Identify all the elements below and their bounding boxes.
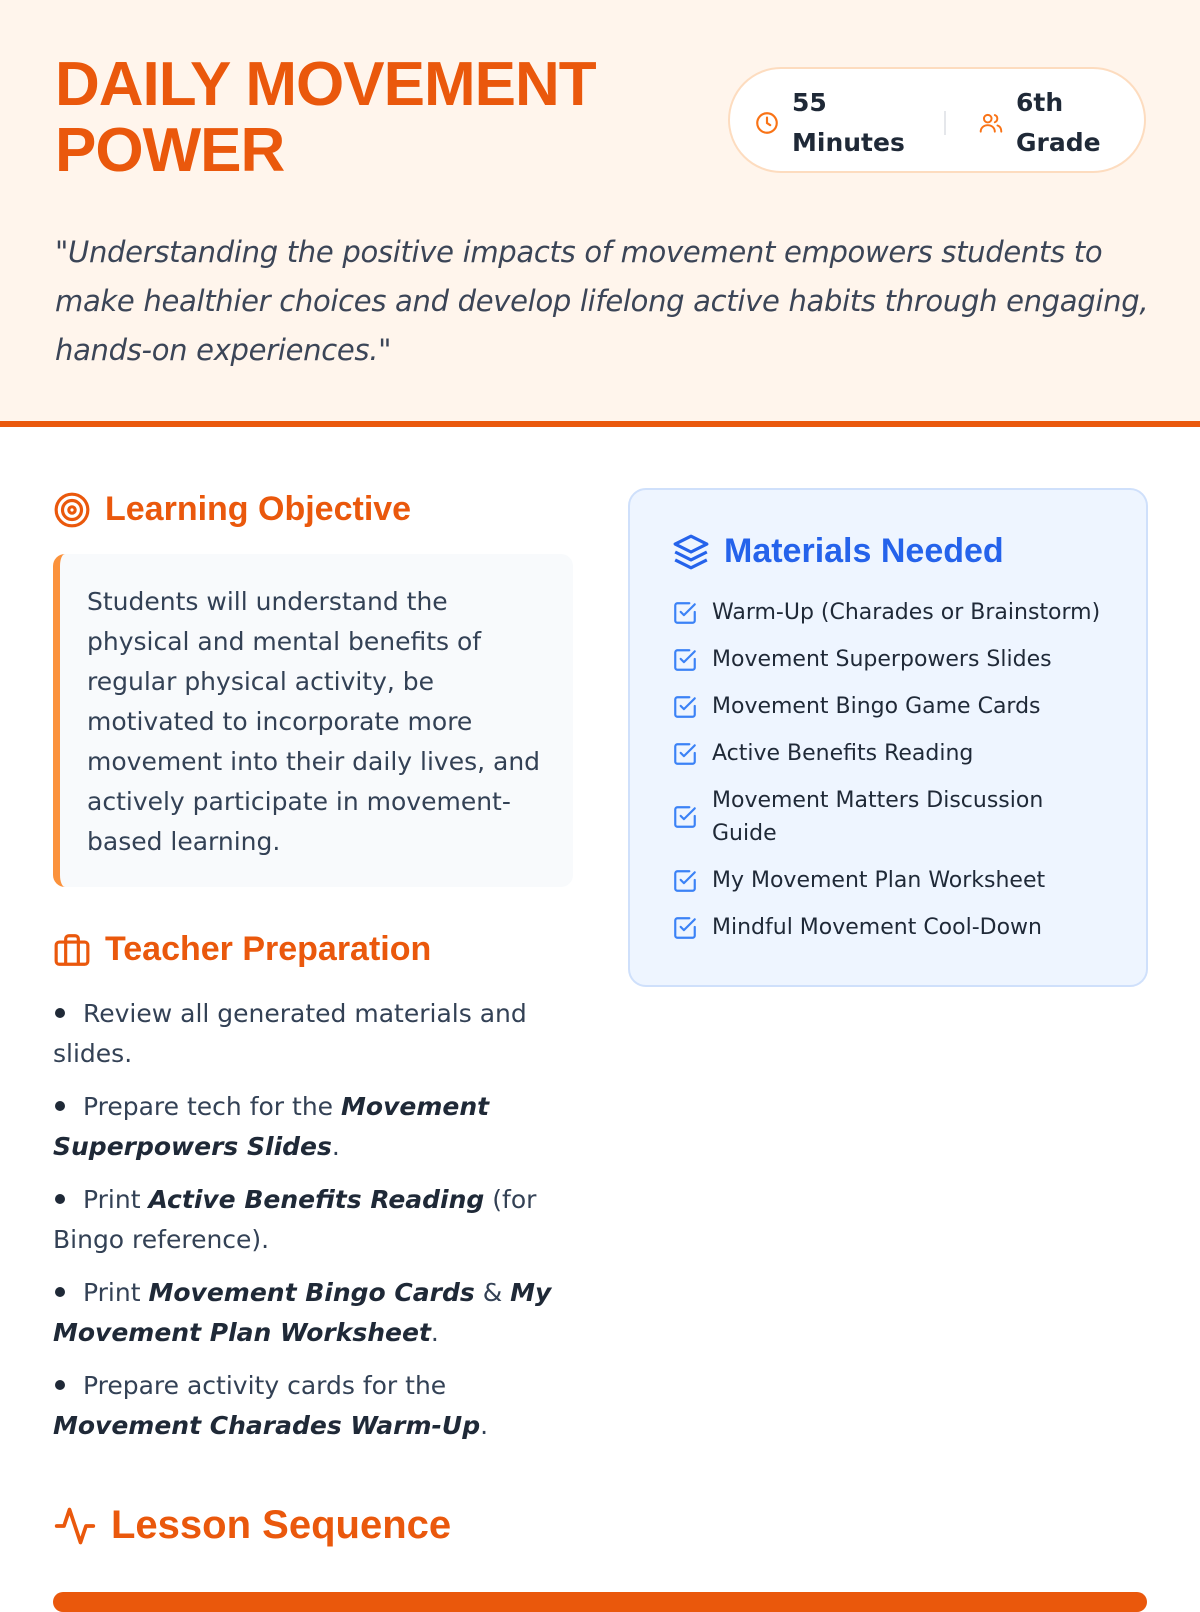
- item-emphasis: Active Benefits Reading: [148, 1185, 485, 1214]
- list-item: [53, 1180, 563, 1260]
- objective-heading: [53, 490, 411, 529]
- objective-text: Students will understand the physical and mental benefits of regular physical activity, be motivated to incorporate more movement into their daily lives, and actively participate in movement-based learning.: [53, 554, 573, 887]
- list-item: [672, 784, 1122, 850]
- grade-info: [978, 83, 1116, 163]
- preparation-list: [53, 994, 563, 1459]
- list-item: [672, 643, 1122, 676]
- item-text: .: [430, 1318, 439, 1347]
- item-text: &: [474, 1278, 511, 1307]
- item-emphasis: Movement Bingo Cards: [148, 1278, 475, 1307]
- list-item: [53, 1366, 563, 1446]
- material-label: Mindful Movement Cool-Down: [712, 915, 1042, 940]
- hero-header: [0, 0, 1200, 427]
- pill-divider: [944, 111, 946, 135]
- item-emphasis: Movement Superpowers Slides: [53, 1092, 490, 1161]
- list-item: [672, 690, 1122, 723]
- sequence-heading-label: Lesson Sequence: [111, 1503, 452, 1547]
- checkbox-icon: [672, 647, 698, 673]
- checkbox-icon: [672, 741, 698, 767]
- material-label: Active Benefits Reading: [712, 741, 974, 766]
- page-title: DAILY MOVEMENT POWER: [55, 50, 596, 185]
- activity-icon: [53, 1504, 97, 1548]
- checkbox-icon: [672, 694, 698, 720]
- item-emphasis: My Movement Plan Worksheet: [53, 1278, 552, 1347]
- materials-card: [628, 488, 1148, 987]
- duration-text: 55 Minutes: [792, 88, 905, 157]
- lesson-info-pill: [728, 67, 1146, 173]
- material-label: My Movement Plan Worksheet: [712, 868, 1046, 893]
- lesson-quote: "Understanding the positive impacts of movement empowers students to make healthier choices and develop lifelong active habits through engaging, hands-on experiences.": [55, 235, 1149, 367]
- item-text: Print: [83, 1185, 149, 1214]
- layers-icon: [672, 533, 710, 571]
- item-text: Print: [83, 1278, 149, 1307]
- material-label: Warm-Up (Charades or Brainstorm): [712, 600, 1101, 625]
- item-text: .: [331, 1132, 340, 1161]
- briefcase-icon: [53, 931, 91, 969]
- clock-icon: [754, 110, 780, 136]
- item-text: (for Bingo reference).: [53, 1185, 537, 1254]
- item-text: Review all generated materials and slides.: [53, 999, 527, 1068]
- item-text: Prepare activity cards for the: [83, 1371, 447, 1400]
- checkbox-icon: [672, 600, 698, 626]
- checkbox-icon: [672, 915, 698, 941]
- material-label: Movement Superpowers Slides: [712, 647, 1052, 672]
- list-item: [672, 864, 1122, 897]
- checkbox-icon: [672, 868, 698, 894]
- list-item: [53, 994, 563, 1074]
- item-emphasis: Movement Charades Warm-Up: [53, 1411, 481, 1440]
- list-item: [53, 1273, 563, 1353]
- material-label: Movement Matters Discussion Guide: [712, 788, 1044, 846]
- users-icon: [978, 110, 1004, 136]
- list-item: [672, 911, 1122, 944]
- item-text: .: [480, 1411, 489, 1440]
- preparation-heading-label: Teacher Preparation: [105, 930, 432, 968]
- material-label: Movement Bingo Game Cards: [712, 694, 1041, 719]
- list-item: [672, 596, 1122, 629]
- sequence-card-top: [53, 1592, 1147, 1612]
- checkbox-icon: [672, 804, 698, 830]
- duration-info: [754, 83, 912, 163]
- grade-text: 6th Grade: [1016, 88, 1101, 157]
- objective-heading-label: Learning Objective: [105, 490, 412, 528]
- materials-list: [672, 596, 1122, 958]
- materials-heading-label: Materials Needed: [724, 532, 1004, 570]
- preparation-heading: [53, 930, 431, 969]
- materials-heading: [672, 532, 1004, 571]
- sequence-heading: [53, 1503, 451, 1548]
- list-item: [53, 1087, 563, 1167]
- list-item: [672, 737, 1122, 770]
- item-text: Prepare tech for the: [83, 1092, 342, 1121]
- target-icon: [53, 491, 91, 529]
